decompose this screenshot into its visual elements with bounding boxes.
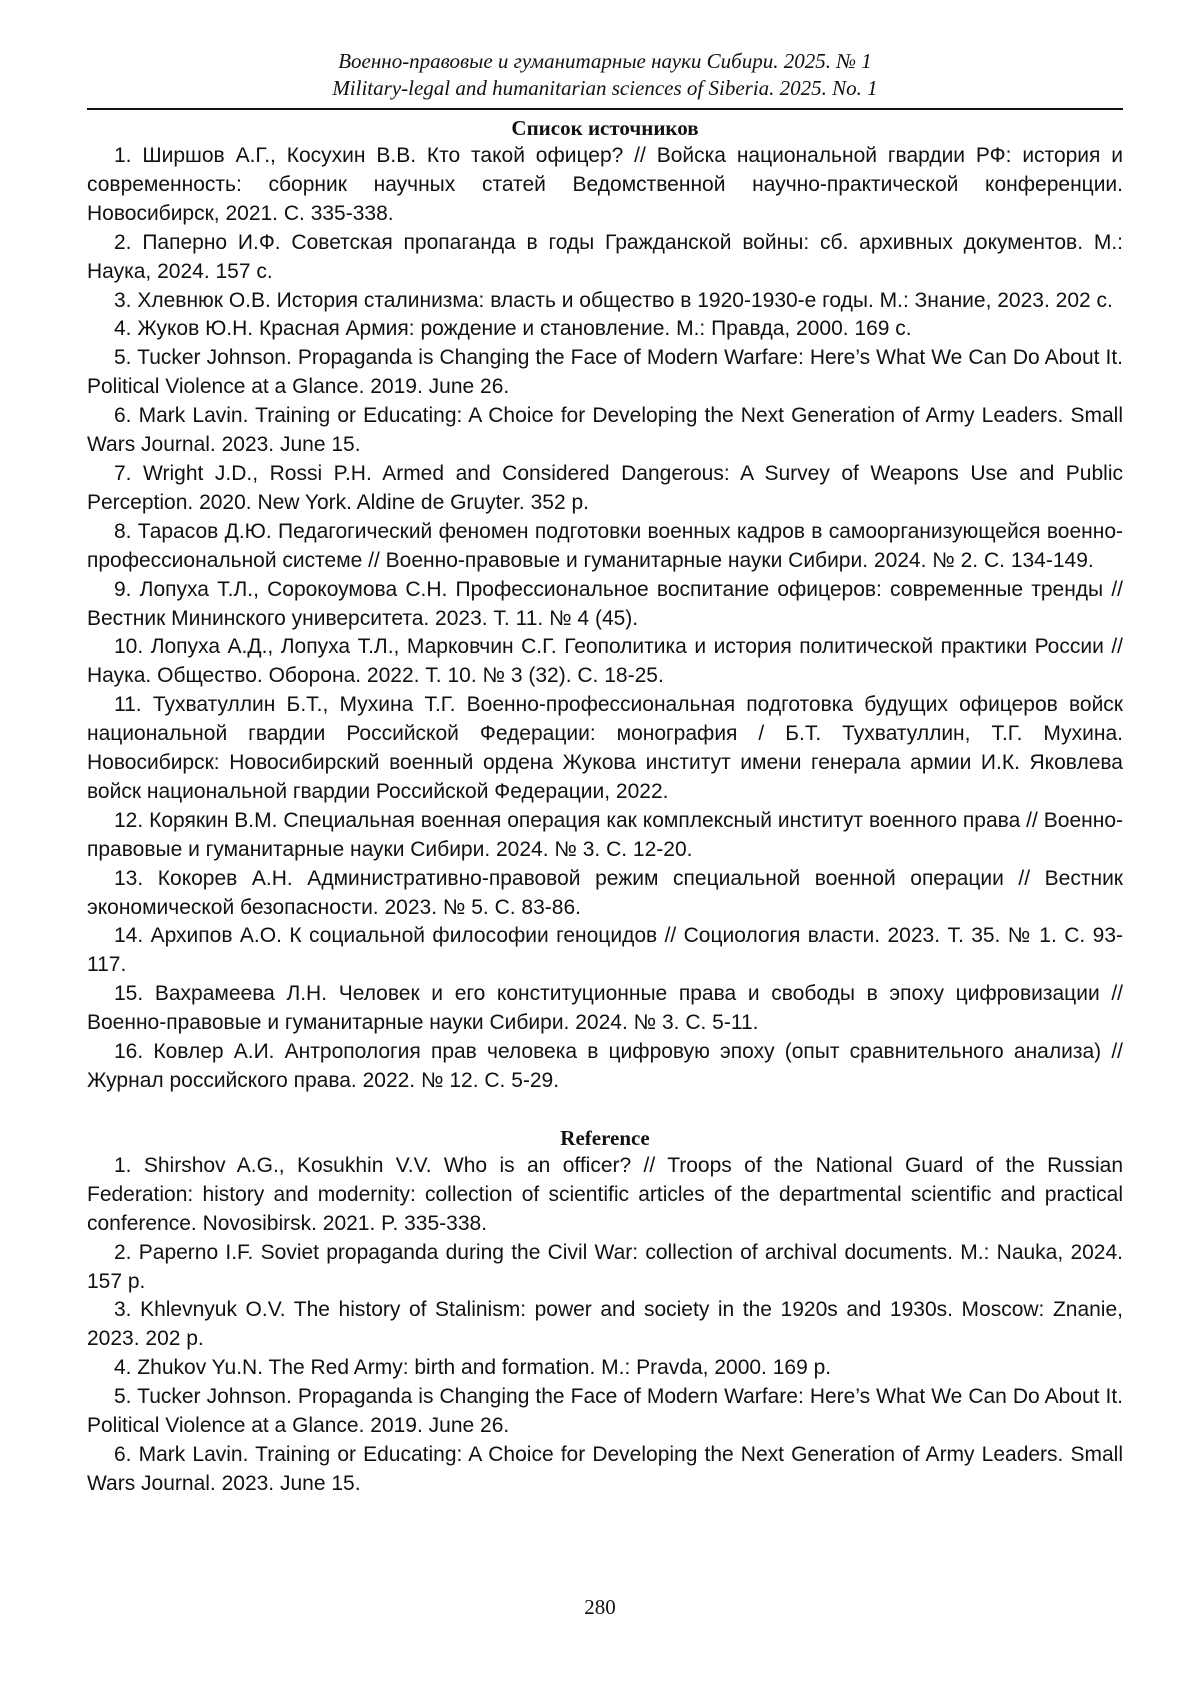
source-item-2: 2. Паперно И.Ф. Советская пропаганда в годы Гражданской войны: сб. архивных документов. М.: Наука, 2024. 157 с. <box>87 229 1123 287</box>
journal-page <box>0 0 1200 1697</box>
running-header <box>87 48 1123 102</box>
running-header-en: Military-legal and humanitarian sciences of Siberia. 2025. No. 1 <box>87 75 1123 102</box>
main-content <box>87 114 1123 1499</box>
reference-heading: Reference <box>87 1124 1123 1152</box>
reference-item-4: 4. Zhukov Yu.N. The Red Army: birth and formation. M.: Pravda, 2000. 169 p. <box>87 1354 1123 1383</box>
page-number: 280 <box>0 1594 1200 1620</box>
source-item-9: 9. Лопуха Т.Л., Сорокоумова С.Н. Профессиональное воспитание офицеров: современные тренды // Вестник Мининского университета. 2023. Т. 11. № 4 (45). <box>87 576 1123 634</box>
reference-item-5: 5. Tucker Johnson. Propaganda is Changing the Face of Modern Warfare: Here’s What We Can Do About It. Political Violence at a Glance. 2019. June 26. <box>87 1383 1123 1441</box>
reference-item-2: 2. Paperno I.F. Soviet propaganda during the Civil War: collection of archival documents. M.: Nauka, 2024. 157 p. <box>87 1239 1123 1297</box>
running-header-ru: Военно-правовые и гуманитарные науки Сибири. 2025. № 1 <box>87 48 1123 75</box>
reference-list <box>87 1152 1123 1499</box>
sources-heading: Список источников <box>87 114 1123 142</box>
source-item-11: 11. Тухватуллин Б.Т., Мухина Т.Г. Военно-профессиональная подготовка будущих офицеров войск национальной гвардии Российской Федерации: монография / Б.Т. Тухватуллин, Т.Г. Мухина. Новосибирск: Новосибирский военный ордена Жукова институт имени генерала армии И.К. Яковлева войск национальной гвардии Российской Федерации, 2022. <box>87 691 1123 807</box>
source-item-6: 6. Mark Lavin. Training or Educating: A Choice for Developing the Next Generation of Army Leaders. Small Wars Journal. 2023. June 15. <box>87 402 1123 460</box>
source-item-8: 8. Тарасов Д.Ю. Педагогический феномен подготовки военных кадров в самоорганизующейся военно-профессиональной системе // Военно-правовые и гуманитарные науки Сибири. 2024. № 2. С. 134-149. <box>87 518 1123 576</box>
reference-item-3: 3. Khlevnyuk O.V. The history of Stalinism: power and society in the 1920s and 1930s. Moscow: Znanie, 2023. 202 p. <box>87 1296 1123 1354</box>
source-item-12: 12. Корякин В.М. Специальная военная операция как комплексный институт военного права // Военно-правовые и гуманитарные науки Сибири. 2024. № 3. С. 12-20. <box>87 807 1123 865</box>
source-item-1: 1. Ширшов А.Г., Косухин В.В. Кто такой офицер? // Войска национальной гвардии РФ: история и современность: сборник научных статей Ведомственной научно-практической конференции. Новосибирск, 2021. С. 335-338. <box>87 142 1123 229</box>
source-item-7: 7. Wright J.D., Rossi P.H. Armed and Considered Dangerous: A Survey of Weapons Use and Public Perception. 2020. New York. Aldine de Gruyter. 352 p. <box>87 460 1123 518</box>
source-item-10: 10. Лопуха А.Д., Лопуха Т.Л., Марковчин С.Г. Геополитика и история политической практики России // Наука. Общество. Оборона. 2022. Т. 10. № 3 (32). С. 18-25. <box>87 633 1123 691</box>
header-divider <box>87 108 1123 110</box>
source-item-16: 16. Ковлер А.И. Антропология прав человека в цифровую эпоху (опыт сравнительного анализа) // Журнал российского права. 2022. № 12. С. 5-29. <box>87 1038 1123 1096</box>
source-item-4: 4. Жуков Ю.Н. Красная Армия: рождение и становление. М.: Правда, 2000. 169 с. <box>87 315 1123 344</box>
source-item-13: 13. Кокорев А.Н. Административно-правовой режим специальной военной операции // Вестник экономической безопасности. 2023. № 5. С. 83-86. <box>87 865 1123 923</box>
sources-list <box>87 142 1123 1096</box>
reference-item-6: 6. Mark Lavin. Training or Educating: A Choice for Developing the Next Generation of Army Leaders. Small Wars Journal. 2023. June 15. <box>87 1441 1123 1499</box>
source-item-5: 5. Tucker Johnson. Propaganda is Changing the Face of Modern Warfare: Here’s What We Can Do About It. Political Violence at a Glance. 2019. June 26. <box>87 344 1123 402</box>
source-item-15: 15. Вахрамеева Л.Н. Человек и его конституционные права и свободы в эпоху цифровизации // Военно-правовые и гуманитарные науки Сибири. 2024. № 3. С. 5-11. <box>87 980 1123 1038</box>
source-item-14: 14. Архипов А.О. К социальной философии геноцидов // Социология власти. 2023. Т. 35. № 1. С. 93-117. <box>87 922 1123 980</box>
source-item-3: 3. Хлевнюк О.В. История сталинизма: власть и общество в 1920-1930-е годы. М.: Знание, 2023. 202 с. <box>87 287 1123 316</box>
reference-item-1: 1. Shirshov A.G., Kosukhin V.V. Who is an officer? // Troops of the National Guard of the Russian Federation: history and modernity: collection of scientific articles of the departmental scientific and practical conference. Novosibirsk. 2021. P. 335-338. <box>87 1152 1123 1239</box>
